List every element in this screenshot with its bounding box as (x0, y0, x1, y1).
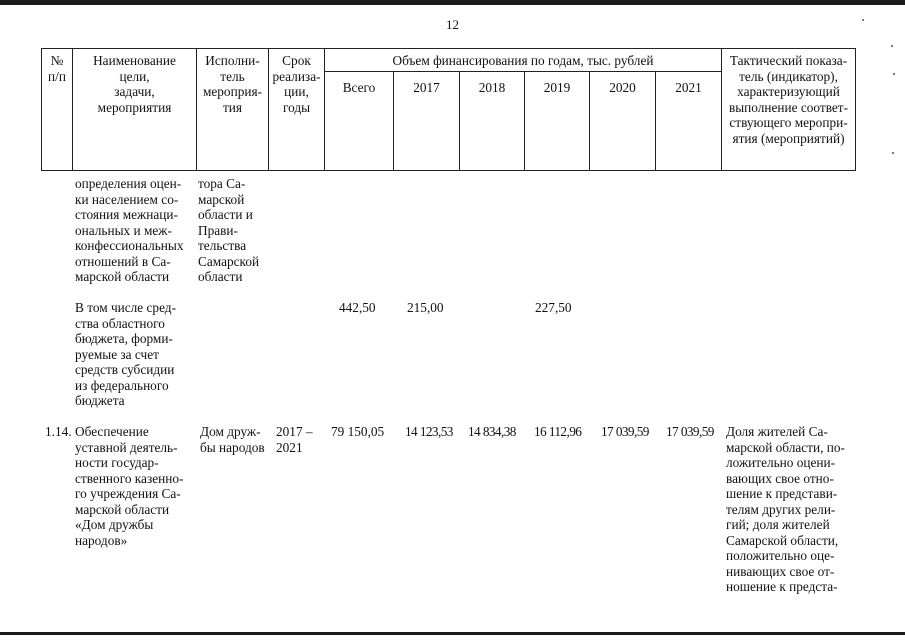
row-1-14-term: 2017 – 2021 (276, 424, 313, 455)
row-1-14-indicator: Доля жителей Са- марской области, по- ложительно оцени- вающих свое отно- шение к представи- телям других рели- гий; доля жителей Самарской области, положительно оце- нивающих свое от- ношение к предста- (726, 424, 845, 594)
header-col-total: Всего (342, 80, 376, 95)
row-1-14-executor: Дом друж- бы народов (200, 424, 265, 455)
row-subsidy-total: 442,50 (339, 300, 376, 315)
row-subsidy-2017: 215,00 (407, 300, 444, 315)
header-col-2020: 2020 (609, 80, 636, 95)
header-col-2018: 2018 (478, 80, 506, 95)
scan-speck (893, 73, 895, 75)
row-1-14-2018: 14 834,38 (468, 424, 516, 439)
row-continuation-executor: тора Са- марской области и Прави- тельства Самарской области (198, 176, 260, 284)
row-1-14-name: Обеспечение уставной деятель- ности государ- ственного казенно- го учреждения Са- марской области «Дом дружбы народов» (75, 424, 184, 548)
row-1-14-num: 1.14. (45, 424, 72, 439)
row-1-14-2020: 17 039,59 (601, 424, 649, 439)
scan-bottom-border (0, 632, 905, 635)
scan-speck (891, 45, 893, 47)
header-num: № п/п (48, 53, 66, 84)
scan-top-border (0, 0, 905, 5)
page-number: 12 (446, 17, 459, 32)
row-subsidy-name: В том числе сред- ства областного бюджета, форми- руемые за счет средств субсидии из федерального бюджета (75, 300, 176, 408)
scan-speck (892, 152, 894, 154)
header-term: Срок реализа- ции, годы (272, 53, 321, 115)
header-indicator: Тактический показа- тель (индикатор), характеризующий выполнение соответ- ствующего меропри- ятия (мероприятий) (728, 53, 849, 146)
row-subsidy-2019: 227,50 (535, 300, 572, 315)
row-1-14-2019: 16 112,96 (534, 424, 582, 439)
header-funding-group: Объем финансирования по годам, тыс. рублей (392, 53, 654, 68)
row-1-14-total: 79 150,05 (331, 424, 385, 439)
row-1-14-2021: 17 039,59 (666, 424, 714, 439)
header-col-2021: 2021 (675, 80, 702, 95)
header-name: Наименование цели, задачи, мероприятия (93, 53, 176, 115)
header-col-2019: 2019 (543, 80, 571, 95)
row-continuation-name: определения оцен- ки населением со- стояния межнаци- ональных и меж- конфессиональных отношений в Са- марской области (75, 176, 184, 284)
row-1-14-2017: 14 123,53 (405, 424, 453, 439)
scan-speck (862, 19, 864, 21)
header-executor: Исполни- тель мероприя- тия (202, 53, 263, 115)
header-col-2017: 2017 (413, 80, 440, 95)
